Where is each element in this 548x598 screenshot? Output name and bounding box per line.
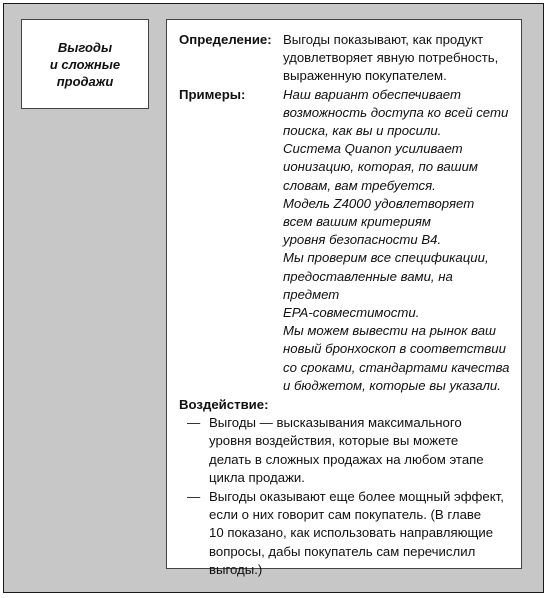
definition-row (179, 31, 512, 86)
impact-item (179, 414, 512, 487)
impact-item (179, 488, 512, 579)
examples-list (283, 86, 512, 395)
example-item: Система Quanon усиливает ионизацию, которая, по вашим словам, вам требуется. (283, 141, 478, 193)
dash-marker: — (187, 415, 201, 431)
example-item: Модель Z4000 удовлетворяет всем вашим критериям уровня безопасности В4. (283, 195, 475, 248)
example-item: Наш вариант обеспечивает возможность доступа ко всей сети поиска, как вы и просили. (283, 86, 509, 139)
example-item: Мы проверим все спецификации, предоставленные вами, на предмет ЕРА-совместимости. (283, 250, 489, 321)
dash-marker: — (187, 489, 201, 505)
content-panel (166, 19, 522, 577)
impact-item-text: Выгоды — высказывания максимального уровня воздействия, которые вы можете делать в сложных продажах на любом этапе цикла продажи. (209, 415, 484, 485)
definition-label: Определение: (179, 32, 272, 47)
examples-label: Примеры: (179, 86, 246, 102)
impact-label: Воздействие: (179, 397, 269, 413)
impact-item-text: Выгоды оказывают еще более мощный эффект, если о них говорит сам покупатель. (В главе 10 показано, как использовать направляющие вопросы, дабы покупатель сам перечислил выгоды.) (209, 489, 504, 577)
definition-text: Выгоды показывают, как продукт удовлетворяет явную потребность, выраженную покупателем. (283, 32, 499, 84)
examples-row (179, 86, 512, 395)
section-title: Выгоды и сложные продажи (49, 39, 121, 89)
example-item: Мы можем вывести на рынок ваш новый бронхоскоп в соответствии со сроками, стандартами качества и бюджетом, которые вы указали. (283, 323, 510, 393)
section-title-box (21, 19, 149, 109)
impact-list (179, 414, 512, 579)
outer-frame (3, 3, 544, 593)
